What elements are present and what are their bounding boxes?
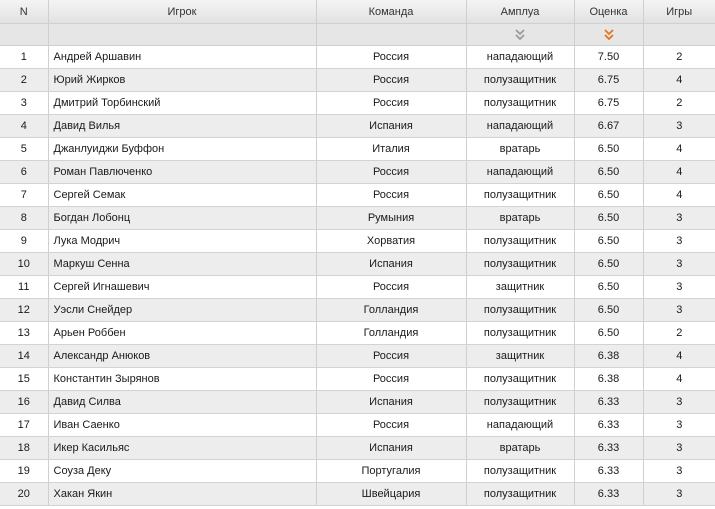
team-name: Россия bbox=[316, 46, 466, 69]
player-name: Роман Павлюченко bbox=[48, 161, 316, 184]
team-name: Румыния bbox=[316, 207, 466, 230]
row-number: 18 bbox=[0, 437, 48, 460]
games-played: 3 bbox=[643, 276, 715, 299]
rating: 6.50 bbox=[574, 230, 643, 253]
player-name: Сергей Семак bbox=[48, 184, 316, 207]
games-played: 3 bbox=[643, 483, 715, 506]
position: полузащитник bbox=[466, 184, 574, 207]
row-number: 5 bbox=[0, 138, 48, 161]
rating: 6.33 bbox=[574, 437, 643, 460]
position: вратарь bbox=[466, 437, 574, 460]
sort-cell-n bbox=[0, 24, 48, 46]
player-name: Иван Саенко bbox=[48, 414, 316, 437]
player-name: Лука Модрич bbox=[48, 230, 316, 253]
rating: 6.75 bbox=[574, 92, 643, 115]
position: полузащитник bbox=[466, 230, 574, 253]
games-played: 3 bbox=[643, 460, 715, 483]
row-number: 2 bbox=[0, 69, 48, 92]
position: нападающий bbox=[466, 115, 574, 138]
column-header-games[interactable]: Игры bbox=[643, 0, 715, 24]
player-name: Арьен Роббен bbox=[48, 322, 316, 345]
column-header-rating[interactable]: Оценка bbox=[574, 0, 643, 24]
player-name: Давид Вилья bbox=[48, 115, 316, 138]
table-row[interactable] bbox=[0, 253, 715, 276]
games-played: 3 bbox=[643, 207, 715, 230]
position: нападающий bbox=[466, 161, 574, 184]
position: полузащитник bbox=[466, 322, 574, 345]
row-number: 11 bbox=[0, 276, 48, 299]
player-name: Маркуш Сенна bbox=[48, 253, 316, 276]
header-row bbox=[0, 0, 715, 24]
table-row[interactable] bbox=[0, 69, 715, 92]
player-name: Дмитрий Торбинский bbox=[48, 92, 316, 115]
rating: 6.50 bbox=[574, 299, 643, 322]
games-played: 4 bbox=[643, 184, 715, 207]
player-name: Сергей Игнашевич bbox=[48, 276, 316, 299]
position: полузащитник bbox=[466, 299, 574, 322]
table-row[interactable] bbox=[0, 92, 715, 115]
sort-cell-rating[interactable] bbox=[574, 24, 643, 46]
rating: 6.38 bbox=[574, 345, 643, 368]
team-name: Хорватия bbox=[316, 230, 466, 253]
games-played: 2 bbox=[643, 92, 715, 115]
row-number: 9 bbox=[0, 230, 48, 253]
rating: 7.50 bbox=[574, 46, 643, 69]
games-played: 4 bbox=[643, 368, 715, 391]
table-row[interactable] bbox=[0, 138, 715, 161]
team-name: Италия bbox=[316, 138, 466, 161]
games-played: 4 bbox=[643, 138, 715, 161]
sort-cell-player bbox=[48, 24, 316, 46]
sort-cell-team bbox=[316, 24, 466, 46]
position: защитник bbox=[466, 276, 574, 299]
position: полузащитник bbox=[466, 368, 574, 391]
player-name: Хакан Якин bbox=[48, 483, 316, 506]
table-row[interactable] bbox=[0, 414, 715, 437]
row-number: 20 bbox=[0, 483, 48, 506]
rating: 6.33 bbox=[574, 391, 643, 414]
table-row[interactable] bbox=[0, 460, 715, 483]
games-played: 4 bbox=[643, 345, 715, 368]
position: полузащитник bbox=[466, 69, 574, 92]
rating: 6.50 bbox=[574, 207, 643, 230]
double-chevron-down-icon[interactable] bbox=[602, 28, 616, 42]
team-name: Россия bbox=[316, 414, 466, 437]
team-name: Испания bbox=[316, 253, 466, 276]
table-row[interactable] bbox=[0, 299, 715, 322]
games-played: 3 bbox=[643, 299, 715, 322]
team-name: Голландия bbox=[316, 322, 466, 345]
games-played: 2 bbox=[643, 46, 715, 69]
row-number: 3 bbox=[0, 92, 48, 115]
table-row[interactable] bbox=[0, 345, 715, 368]
sort-cell-games bbox=[643, 24, 715, 46]
player-name: Уэсли Снейдер bbox=[48, 299, 316, 322]
team-name: Португалия bbox=[316, 460, 466, 483]
team-name: Россия bbox=[316, 92, 466, 115]
row-number: 14 bbox=[0, 345, 48, 368]
table-row[interactable] bbox=[0, 230, 715, 253]
row-number: 6 bbox=[0, 161, 48, 184]
games-played: 3 bbox=[643, 437, 715, 460]
games-played: 3 bbox=[643, 414, 715, 437]
column-header-position[interactable]: Амплуа bbox=[466, 0, 574, 24]
rating: 6.75 bbox=[574, 69, 643, 92]
games-played: 3 bbox=[643, 253, 715, 276]
rating: 6.50 bbox=[574, 322, 643, 345]
row-number: 16 bbox=[0, 391, 48, 414]
games-played: 4 bbox=[643, 161, 715, 184]
rating: 6.33 bbox=[574, 460, 643, 483]
team-name: Голландия bbox=[316, 299, 466, 322]
table-row[interactable] bbox=[0, 115, 715, 138]
row-number: 13 bbox=[0, 322, 48, 345]
table-row[interactable] bbox=[0, 184, 715, 207]
player-name: Андрей Аршавин bbox=[48, 46, 316, 69]
rating: 6.33 bbox=[574, 483, 643, 506]
rating: 6.50 bbox=[574, 276, 643, 299]
team-name: Испания bbox=[316, 437, 466, 460]
position: полузащитник bbox=[466, 391, 574, 414]
position: полузащитник bbox=[466, 92, 574, 115]
games-played: 3 bbox=[643, 391, 715, 414]
column-header-n[interactable]: N bbox=[0, 0, 48, 24]
rating: 6.50 bbox=[574, 184, 643, 207]
rating: 6.50 bbox=[574, 253, 643, 276]
row-number: 1 bbox=[0, 46, 48, 69]
position: нападающий bbox=[466, 414, 574, 437]
row-number: 10 bbox=[0, 253, 48, 276]
team-name: Россия bbox=[316, 345, 466, 368]
team-name: Россия bbox=[316, 161, 466, 184]
table-row[interactable] bbox=[0, 483, 715, 506]
column-header-team[interactable]: Команда bbox=[316, 0, 466, 24]
team-name: Испания bbox=[316, 115, 466, 138]
table-row[interactable] bbox=[0, 391, 715, 414]
table-row[interactable] bbox=[0, 46, 715, 69]
position: защитник bbox=[466, 345, 574, 368]
player-name: Юрий Жирков bbox=[48, 69, 316, 92]
games-played: 4 bbox=[643, 69, 715, 92]
row-number: 12 bbox=[0, 299, 48, 322]
table-row[interactable] bbox=[0, 276, 715, 299]
position: вратарь bbox=[466, 207, 574, 230]
table-row[interactable] bbox=[0, 161, 715, 184]
position: полузащитник bbox=[466, 253, 574, 276]
player-name: Константин Зырянов bbox=[48, 368, 316, 391]
player-name: Александр Анюков bbox=[48, 345, 316, 368]
sort-row bbox=[0, 24, 715, 46]
games-played: 2 bbox=[643, 322, 715, 345]
team-name: Испания bbox=[316, 391, 466, 414]
row-number: 15 bbox=[0, 368, 48, 391]
player-name: Икер Касильяс bbox=[48, 437, 316, 460]
sort-cell-position[interactable] bbox=[466, 24, 574, 46]
column-header-player[interactable]: Игрок bbox=[48, 0, 316, 24]
table-row[interactable] bbox=[0, 368, 715, 391]
rating: 6.33 bbox=[574, 414, 643, 437]
row-number: 8 bbox=[0, 207, 48, 230]
rating: 6.38 bbox=[574, 368, 643, 391]
team-name: Швейцария bbox=[316, 483, 466, 506]
team-name: Россия bbox=[316, 368, 466, 391]
position: полузащитник bbox=[466, 460, 574, 483]
rating: 6.50 bbox=[574, 138, 643, 161]
player-name: Джанлуиджи Буффон bbox=[48, 138, 316, 161]
position: вратарь bbox=[466, 138, 574, 161]
table-row[interactable] bbox=[0, 437, 715, 460]
rating: 6.67 bbox=[574, 115, 643, 138]
team-name: Россия bbox=[316, 184, 466, 207]
rating: 6.50 bbox=[574, 161, 643, 184]
player-name: Соуза Деку bbox=[48, 460, 316, 483]
team-name: Россия bbox=[316, 276, 466, 299]
table-body bbox=[0, 46, 715, 506]
row-number: 7 bbox=[0, 184, 48, 207]
table-row[interactable] bbox=[0, 322, 715, 345]
player-name: Давид Силва bbox=[48, 391, 316, 414]
row-number: 17 bbox=[0, 414, 48, 437]
row-number: 19 bbox=[0, 460, 48, 483]
player-name: Богдан Лобонц bbox=[48, 207, 316, 230]
games-played: 3 bbox=[643, 230, 715, 253]
position: нападающий bbox=[466, 46, 574, 69]
table-row[interactable] bbox=[0, 207, 715, 230]
double-chevron-down-icon[interactable] bbox=[513, 28, 527, 42]
row-number: 4 bbox=[0, 115, 48, 138]
games-played: 3 bbox=[643, 115, 715, 138]
team-name: Россия bbox=[316, 69, 466, 92]
position: полузащитник bbox=[466, 483, 574, 506]
